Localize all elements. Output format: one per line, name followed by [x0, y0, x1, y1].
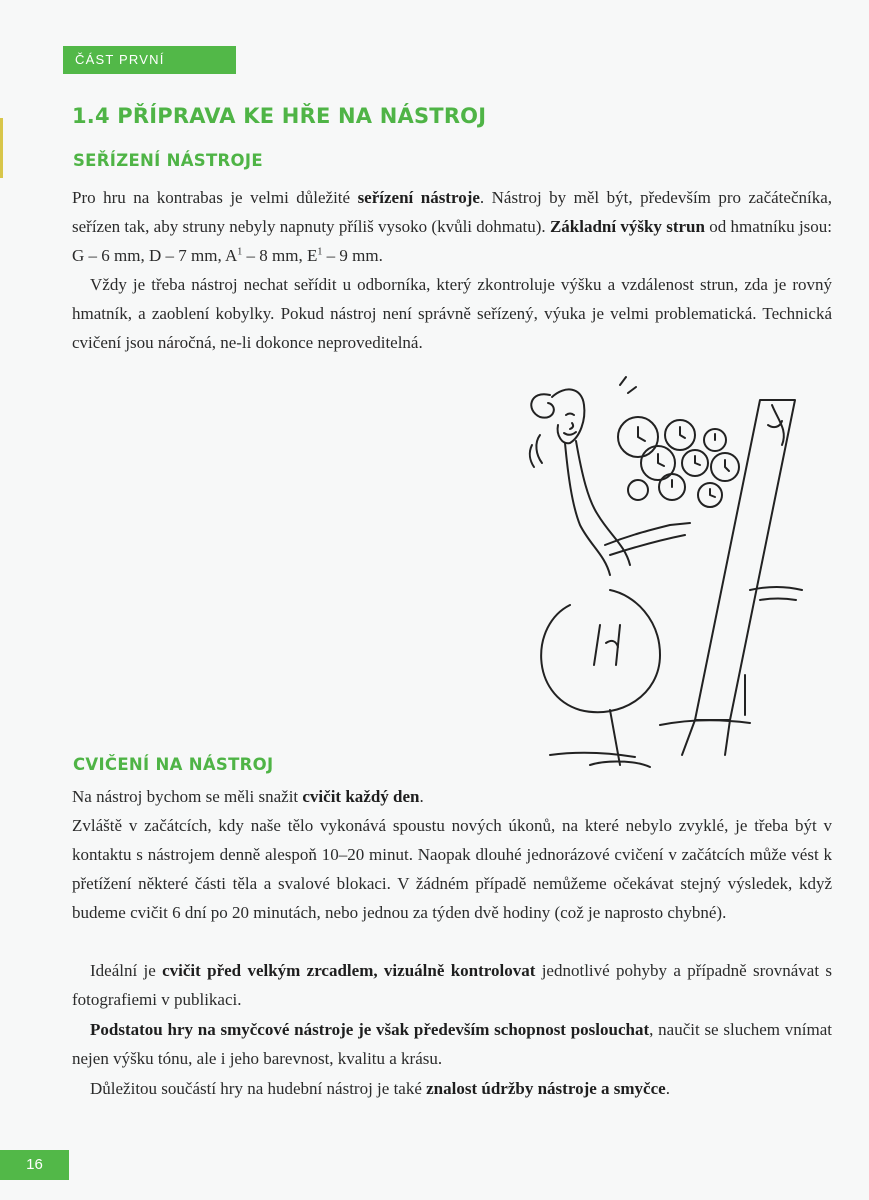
bold-span: Podstatou hry na smyčcové nástroje je však především schopnost poslouchat [90, 1020, 650, 1039]
double-bass-cartoon-illustration [510, 375, 810, 775]
part-label: ČÁST PRVNÍ [63, 46, 236, 74]
text-span: jednotlivé pohyby a případně srovnávat s fotografiemi v publikaci. [72, 961, 833, 1009]
superscript: 1 [237, 246, 243, 258]
text-span: . [419, 787, 424, 806]
practice-paragraph-5 [72, 1074, 832, 1103]
text-span: od hmatníku jsou: G – 6 mm, D – 7 mm, A [72, 217, 833, 265]
text-span: Pro hru na kontrabas je velmi důležité [72, 188, 358, 207]
page-number: 16 [0, 1150, 69, 1180]
superscript: 1 [317, 246, 323, 258]
setup-paragraph-2: Vždy je třeba nástroj nechat seřídit u odborníka, který zkontroluje výšku a vzdálenost strun, zda je rovný hmatník, a zaoblení kobylky. Pokud nástroj není správně seřízený, výuka je velmi problematická. Technická cvičení jsou náročná, ne-li dokonce neproveditelná. [72, 275, 832, 352]
text-span: – 9 mm. [322, 246, 383, 265]
practice-paragraph-3 [72, 956, 832, 1014]
text-span: Důležitou součástí hry na hudební nástroj je také [90, 1079, 427, 1098]
section-heading-practice: CVIČENÍ NA NÁSTROJ [73, 755, 274, 774]
left-edge-mark [0, 118, 3, 178]
practice-paragraph-1 [72, 782, 832, 811]
bold-span: Základní výšky strun [549, 217, 705, 236]
practice-paragraph-2: Zvláště v začátcích, kdy naše tělo vykonává spoustu nových úkonů, na které nebylo zvyklé, je třeba být v kontaktu s nástrojem denně alespoň 10–20 minut. Naopak dlouhé jednorázové cvičení v začátcích může vést k přetížení některé části těla a svalové blokaci. V žádném případě nemůžeme očekávat stejný výsledek, když budeme cvičit 6 dní po 20 minutách, nebo jednou za týden dvě hodiny (což je naprosto chybné). [72, 816, 832, 922]
bold-span: cvičit před velkým zrcadlem, vizuálně kontrolovat [162, 961, 536, 980]
text-span: , naučit se sluchem vnímat nejen výšku tónu, ale i jeho barevnost, kvalitu a krásu. [72, 1020, 832, 1068]
bold-span: znalost údržby nástroje a smyčce [426, 1079, 666, 1098]
practice-paragraph-4 [72, 1015, 832, 1073]
text-span: Na nástroj bychom se měli snažit [72, 787, 303, 806]
text-span: Ideální je [90, 961, 163, 980]
text-span: – 8 mm, E [242, 246, 318, 265]
section-heading-setup: SEŘÍZENÍ NÁSTROJE [73, 151, 263, 170]
text-span: . Nástroj by měl být, především pro začátečníka, seřízen tak, aby struny nebyly napnuty příliš vysoko (kvůli dohmatu). [72, 188, 833, 236]
bold-span: cvičit každý den [302, 787, 420, 806]
chapter-title: 1.4 PŘÍPRAVA KE HŘE NA NÁSTROJ [72, 104, 487, 128]
bold-span: seřízení nástroje [357, 188, 480, 207]
text-span: . [665, 1079, 670, 1098]
setup-paragraph-1 [72, 183, 832, 270]
